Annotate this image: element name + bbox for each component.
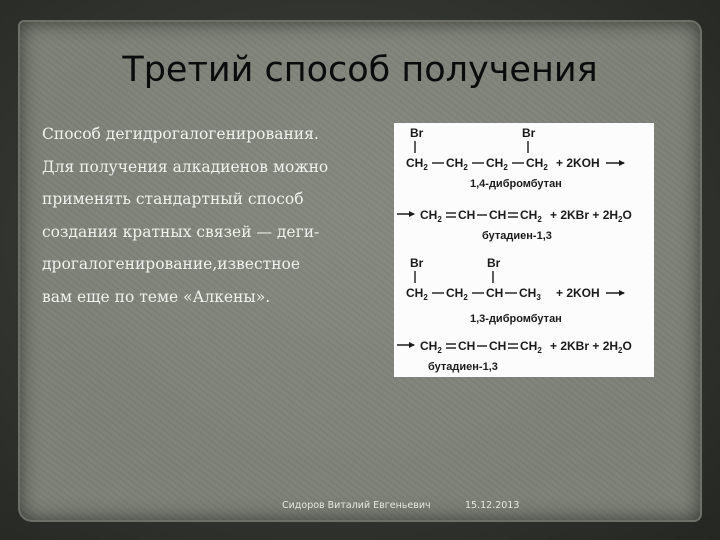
- br-substituent: Br: [522, 126, 536, 140]
- arrow-head: [619, 160, 625, 166]
- paragraph-line: создания кратных связей — деги-: [42, 222, 320, 241]
- chain-atom: $CH_2$: [446, 156, 468, 172]
- arrow-head: [409, 342, 415, 348]
- arrow-head: [409, 211, 415, 217]
- chain-atom: $CH_3$: [519, 286, 541, 302]
- reaction-scheme-image: [394, 123, 654, 377]
- chain-atom: $CH_2$: [486, 156, 508, 172]
- reactant-name: 1,3-дибромбутан: [470, 313, 562, 325]
- chain-atom: CH: [458, 339, 476, 353]
- paragraph-line: Для получения алкадиенов можно: [42, 157, 329, 176]
- footer-author: Сидоров Виталий Евгеньевич: [282, 500, 431, 511]
- chain-atom: CH: [489, 208, 507, 222]
- reactant-name: 1,4-дибромбутан: [470, 178, 562, 190]
- chain-atom: $CH_2$: [406, 286, 428, 302]
- chain-atom: $CH_2$: [446, 286, 468, 302]
- footer-date: 15.12.2013: [465, 500, 520, 511]
- chain-atom: $CH_2$: [406, 156, 428, 172]
- chain-atom: $CH_2$: [520, 208, 542, 224]
- chain-atom: $CH_2$: [526, 156, 548, 172]
- paragraph-line: вам еще по теме «Алкены».: [42, 287, 271, 306]
- paragraph-line: дрогалогенирование,известное: [42, 255, 301, 273]
- br-substituent: Br: [487, 256, 501, 270]
- chain-atom: $CH_2$: [420, 208, 442, 224]
- product-name: бутадиен-1,3: [428, 361, 498, 373]
- chain-atom: $CH_2$: [520, 339, 542, 355]
- arrow-head: [619, 290, 625, 296]
- br-substituent: Br: [410, 256, 424, 270]
- chain-atom: CH: [486, 286, 504, 300]
- paragraph-line: применять стандартный способ: [42, 190, 304, 208]
- reagent: + 2KOH: [556, 286, 600, 300]
- chain-atom: CH: [458, 208, 476, 222]
- byproducts: + $2KBr + 2H_2O$: [550, 208, 632, 224]
- br-substituent: Br: [410, 126, 424, 140]
- body-paragraph: [42, 118, 387, 313]
- reagent: + 2KOH: [556, 156, 600, 170]
- product-name: бутадиен-1,3: [482, 230, 552, 242]
- chain-atom: $CH_2$: [420, 339, 442, 355]
- paragraph-line: Способ дегидрогалогенирования.: [42, 125, 319, 143]
- chain-atom: CH: [489, 339, 507, 353]
- slide-title: Третий способ получения: [122, 50, 598, 90]
- byproducts: + $2KBr + 2H_2O$: [550, 339, 632, 355]
